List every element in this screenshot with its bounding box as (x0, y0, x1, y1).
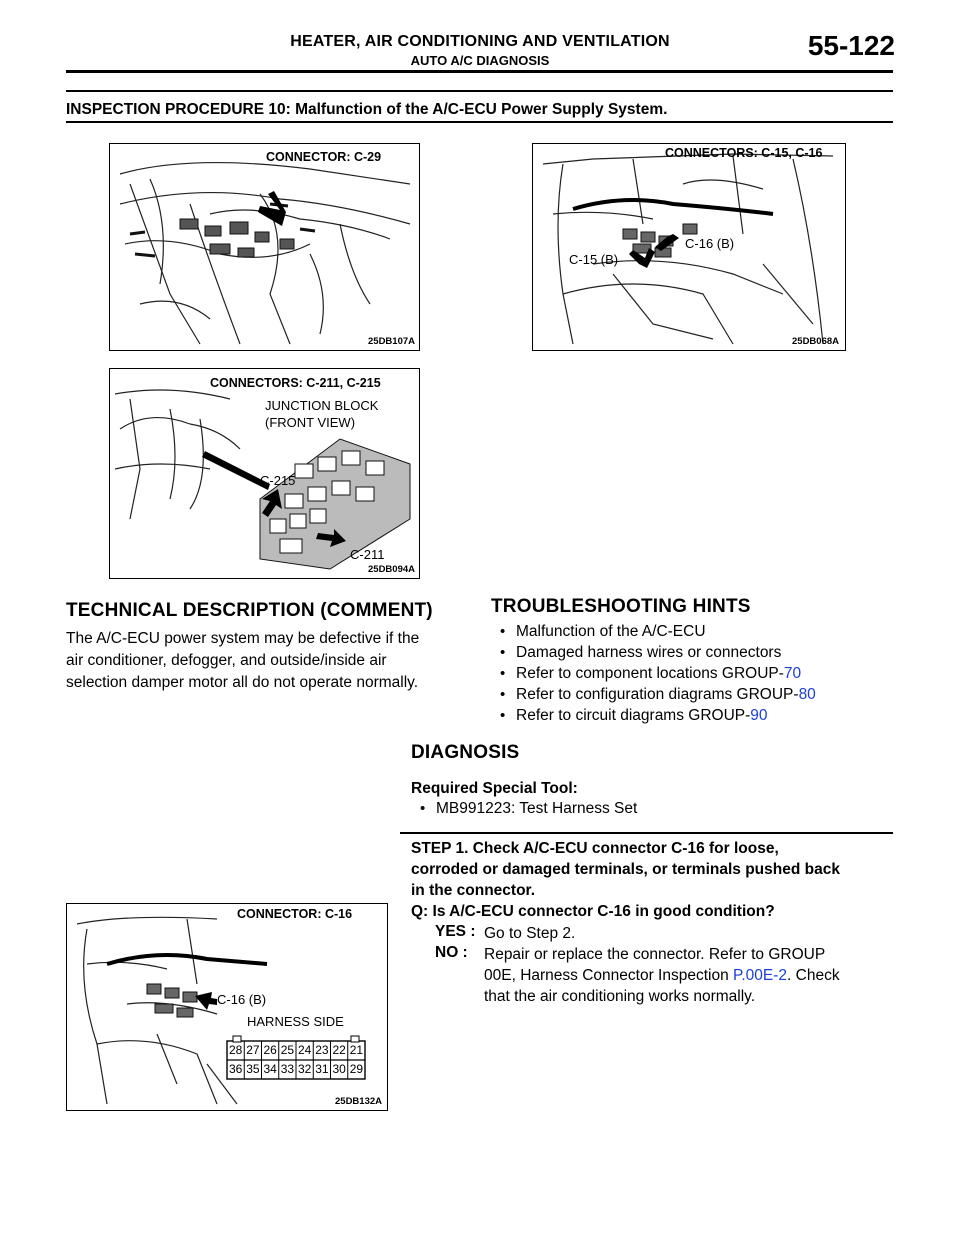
no-answer-line: that the air conditioning works normally. (484, 988, 756, 1005)
figure-code: 25DB068A (792, 336, 839, 347)
no-answer-line: Repair or replace the connector. Refer to GROUP (484, 946, 826, 963)
dashboard-illustration-c29 (110, 144, 419, 350)
connector-pin-number: 22 (332, 1043, 346, 1057)
connector-pin-number: 27 (246, 1043, 260, 1057)
callout-c16: C-16 (B) (217, 992, 267, 1007)
special-tool-list (416, 798, 876, 819)
figure-connector-c29 (109, 143, 420, 351)
figure-label: CONNECTOR: C-16 (237, 907, 353, 921)
step1-title (411, 838, 901, 901)
list-item: • Malfunction of the A/C-ECU (496, 621, 896, 642)
group-80-link[interactable]: 80 (798, 686, 816, 703)
special-tool-heading: Required Special Tool: (411, 780, 578, 797)
technical-description-line: The A/C-ECU power system may be defective if the (66, 630, 420, 647)
technical-description-line: selection damper motor all do not operate normally. (66, 674, 419, 691)
connector-pin-number: 28 (228, 1043, 243, 1057)
group-90-link[interactable]: 90 (750, 707, 768, 724)
arrow-icon (195, 992, 217, 1010)
list-item: • MB991223: Test Harness Set (416, 798, 876, 819)
connector-pin-number: 25 (280, 1043, 295, 1057)
console-illustration-c16 (67, 904, 387, 1110)
callout-c15: C-15 (B) (569, 252, 619, 267)
yes-label: YES : (435, 923, 476, 940)
procedure-title: INSPECTION PROCEDURE 10: Malfunction of the A/C-ECU Power Supply System. (66, 101, 668, 118)
yes-answer: Go to Step 2. (484, 925, 576, 942)
step1-title-line: STEP 1. Check A/C-ECU connector C-16 for loose, (411, 840, 779, 857)
harness-side-note: HARNESS SIDE (247, 1014, 344, 1029)
callout-c211: C-211 (350, 547, 385, 562)
figure-code: 25DB132A (335, 1096, 382, 1107)
no-label: NO : (435, 944, 468, 961)
figure-code: 25DB094A (368, 564, 415, 575)
step1-question: Q: Is A/C-ECU connector C-16 in good condition? (411, 903, 775, 920)
header-title: HEATER, AIR CONDITIONING AND VENTILATION (290, 33, 670, 50)
technical-description-line: air conditioner, defogger, and outside/inside air (66, 652, 387, 669)
header-subtitle: AUTO A/C DIAGNOSIS (410, 53, 550, 68)
connector-pin-number: 24 (297, 1043, 312, 1057)
figure-label: CONNECTORS: C-211, C-215 (210, 376, 381, 390)
connector-pin-number: 32 (297, 1062, 312, 1076)
step-rule (400, 832, 893, 834)
list-item: • Refer to component locations GROUP-70 (496, 663, 896, 684)
connector-pin-number: 26 (263, 1043, 277, 1057)
p00e-2-link[interactable]: P.00E-2 (733, 967, 788, 984)
procedure-bottom-rule (66, 121, 893, 123)
figure-connector-c16 (66, 903, 388, 1111)
header-rule (66, 70, 893, 73)
connector-pin-number: 35 (246, 1062, 260, 1076)
junction-block-note: JUNCTION BLOCK (265, 398, 379, 413)
figure-label: CONNECTORS: C-15, C-16 (665, 146, 823, 160)
no-answer (484, 944, 904, 1007)
list-item: • Damaged harness wires or connectors (496, 642, 896, 663)
connector-pin-number: 34 (263, 1062, 277, 1076)
connector-pin-number: 23 (315, 1043, 329, 1057)
connector-pin-grid (227, 1041, 365, 1079)
procedure-top-rule (66, 90, 893, 92)
connector-pin-number: 33 (280, 1062, 295, 1076)
list-item: • Refer to circuit diagrams GROUP-90 (496, 705, 896, 726)
step1-title-line: in the connector. (411, 882, 536, 899)
figure-connectors-c211-c215 (109, 368, 420, 579)
troubleshooting-hints-list (496, 621, 896, 726)
figure-label: CONNECTOR: C-29 (266, 150, 382, 164)
connector-pin-number: 30 (332, 1062, 346, 1076)
connector-pin-number: 31 (315, 1062, 329, 1076)
callout-c16: C-16 (B) (685, 236, 735, 251)
step1-title-line: corroded or damaged terminals, or terminals pushed back (411, 861, 840, 878)
diagnosis-heading: DIAGNOSIS (411, 742, 520, 763)
front-view-note: (FRONT VIEW) (265, 415, 356, 430)
technical-description-heading: TECHNICAL DESCRIPTION (COMMENT) (66, 600, 433, 621)
figure-code: 25DB107A (368, 336, 415, 347)
group-70-link[interactable]: 70 (783, 665, 802, 682)
callout-c215: C-215 (260, 473, 296, 488)
technical-description-body (66, 628, 466, 694)
figure-connectors-c15-c16 (532, 143, 846, 351)
connector-pin-number: 21 (349, 1043, 364, 1057)
list-item: • Refer to configuration diagrams GROUP-80 (496, 684, 896, 705)
page-number: 55-122 (807, 30, 895, 61)
connector-pin-number: 36 (228, 1062, 243, 1076)
troubleshooting-heading: TROUBLESHOOTING HINTS (491, 596, 751, 617)
connector-pin-number: 29 (349, 1062, 364, 1076)
no-answer-line: 00E, Harness Connector Inspection P.00E-2. Check (484, 967, 840, 984)
